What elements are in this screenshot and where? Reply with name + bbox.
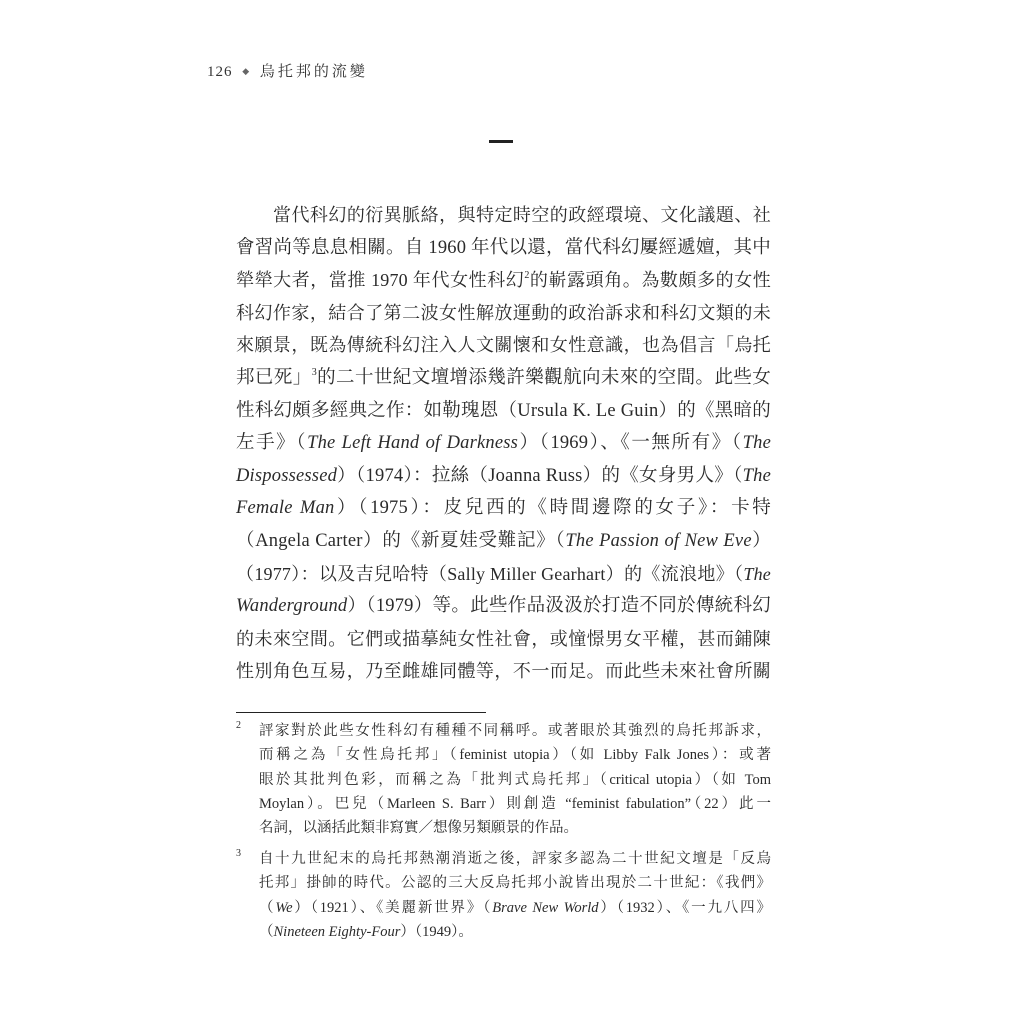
text-run: 左手》（ [236,433,308,454]
footnote-line [259,871,771,895]
footnote-ref-3[interactable]: 3 [311,366,317,378]
body-line [236,264,771,297]
italic-title: Female Man [236,498,335,519]
text-run: 評家對於此些女性科幻有種種不同稱呼。或著眼於其強烈的烏托邦訴求， [259,723,771,739]
italic-title: The [742,465,771,486]
body-line [236,492,771,525]
body-line [236,329,771,362]
body-paragraph [236,199,771,688]
footnote-3 [236,847,771,944]
italic-title: We [275,899,293,916]
body-line [236,362,771,395]
body-line [236,427,771,460]
text-run: ）（1921）、《美麗新世界》（ [292,899,493,916]
text-run: 性別角色互易，乃至雌雄同體等，不一而足。而此些未來社會所關 [236,661,771,682]
body-line [236,395,771,428]
body-line [236,297,771,330]
italic-title: The [743,563,771,584]
text-run: Moylan）。巴兒（Marleen S. Barr）則創造 “feminist fabulation”（22）此一 [259,795,771,812]
italic-title: Brave New World [492,899,599,916]
italic-title: The Left Hand of Darkness [307,433,519,454]
footnote-line [259,847,771,871]
text-run: ）（1975）：皮兒西的《時間邊際的女子》：卡特 [334,498,771,519]
text-run: ）（1969）、《一無所有》（ [518,433,743,454]
footnote-line [259,792,771,816]
text-run: 的嶄露頭角。為數頗多的女性 [529,270,771,291]
text-run: 自十九世紀末的烏托邦熱潮消逝之後，評家多認為二十世紀文壇是「反烏 [259,851,771,867]
italic-title: Dispossessed [236,465,338,486]
body-line [236,460,771,493]
text-run: ）（1949）。 [400,923,473,940]
section-heading-numeral [489,140,513,143]
text-run: 犖犖大者，當推 1970 年代女性科幻 [236,270,525,291]
footnote-line [259,768,771,792]
text-run: 來願景，既為傳統科幻注入人文關懷和女性意識，也為倡言「烏托 [236,335,771,356]
text-run: 的二十世紀文壇增添幾許樂觀航向未來的空間。此些女 [316,367,771,388]
footnote-line [259,920,771,944]
text-run: （ [259,899,276,916]
text-run: 當代科幻的衍異脈絡，與特定時空的政經環境、文化議題、社 [273,205,771,225]
text-run: （1977）：以及吉兒哈特（Sally Miller Gearhart）的《流浪地》（ [236,563,744,584]
body-line [236,558,771,591]
text-run: ）（1979）等。此些作品汲汲於打造不同於傳統科幻 [347,596,771,617]
body-line [236,525,771,558]
italic-title: The [742,433,771,454]
italic-title: The Passion of New Eve [565,530,752,551]
text-run: （ [259,923,274,940]
text-run: 的未來空間。它們或描摹純女性社會，或憧憬男女平權，甚而鋪陳 [236,628,771,649]
text-run: 名詞，以涵括此類非寫實／想像另類願景的作品。 [259,820,578,837]
text-run: ）（1974）：拉絲（Joanna Russ）的《女身男人》（ [337,465,743,486]
footnote-line [259,816,771,840]
body-line [236,590,771,623]
footnote-line [259,743,771,767]
footnote-line [259,896,771,920]
footnote-divider [236,712,486,713]
text-run: 眼於其批判色彩，而稱之為「批判式烏托邦」（critical utopia）（如 Tom [259,771,771,788]
diamond-separator-icon: ◆ [242,66,251,76]
italic-title: Wanderground [236,596,348,617]
footnote-number: 2 [236,720,241,731]
body-line [236,623,771,656]
running-head [207,60,368,81]
text-run: ）（1932）、《一九八四》 [598,899,772,916]
text-run: 性科幻頗多經典之作：如勒瑰恩（Ursula K. Le Guin）的《黑暗的 [236,400,771,421]
body-line [236,199,771,232]
italic-title: Nineteen Eighty-Four [273,923,401,940]
footnote-line [259,719,771,743]
text-run: 會習尚等息息相關。自 1960 年代以還，當代科幻屢經遞嬗，其中 [236,237,771,258]
footnote-number: 3 [236,848,241,859]
text-run: （Angela Carter）的《新夏娃受難記》（ [236,530,566,551]
body-line [236,232,771,265]
text-run: 邦已死」 [236,367,312,388]
text-run: ） [751,530,771,551]
footnote-2 [236,719,771,840]
text-run: 托邦」掛帥的時代。公認的三大反烏托邦小說皆出現於二十世紀：《我們》 [259,875,771,892]
page-number: 126 [207,64,233,80]
text-run: 科幻作家，結合了第二波女性解放運動的政治訴求和科幻文類的未 [236,302,771,323]
book-title: 烏托邦的流變 [259,64,368,80]
text-run: 而稱之為「女性烏托邦」（feminist utopia）（如 Libby Falk Jones）：或著 [259,747,771,764]
footnote-ref-2[interactable]: 2 [524,270,530,282]
body-line [236,655,771,688]
